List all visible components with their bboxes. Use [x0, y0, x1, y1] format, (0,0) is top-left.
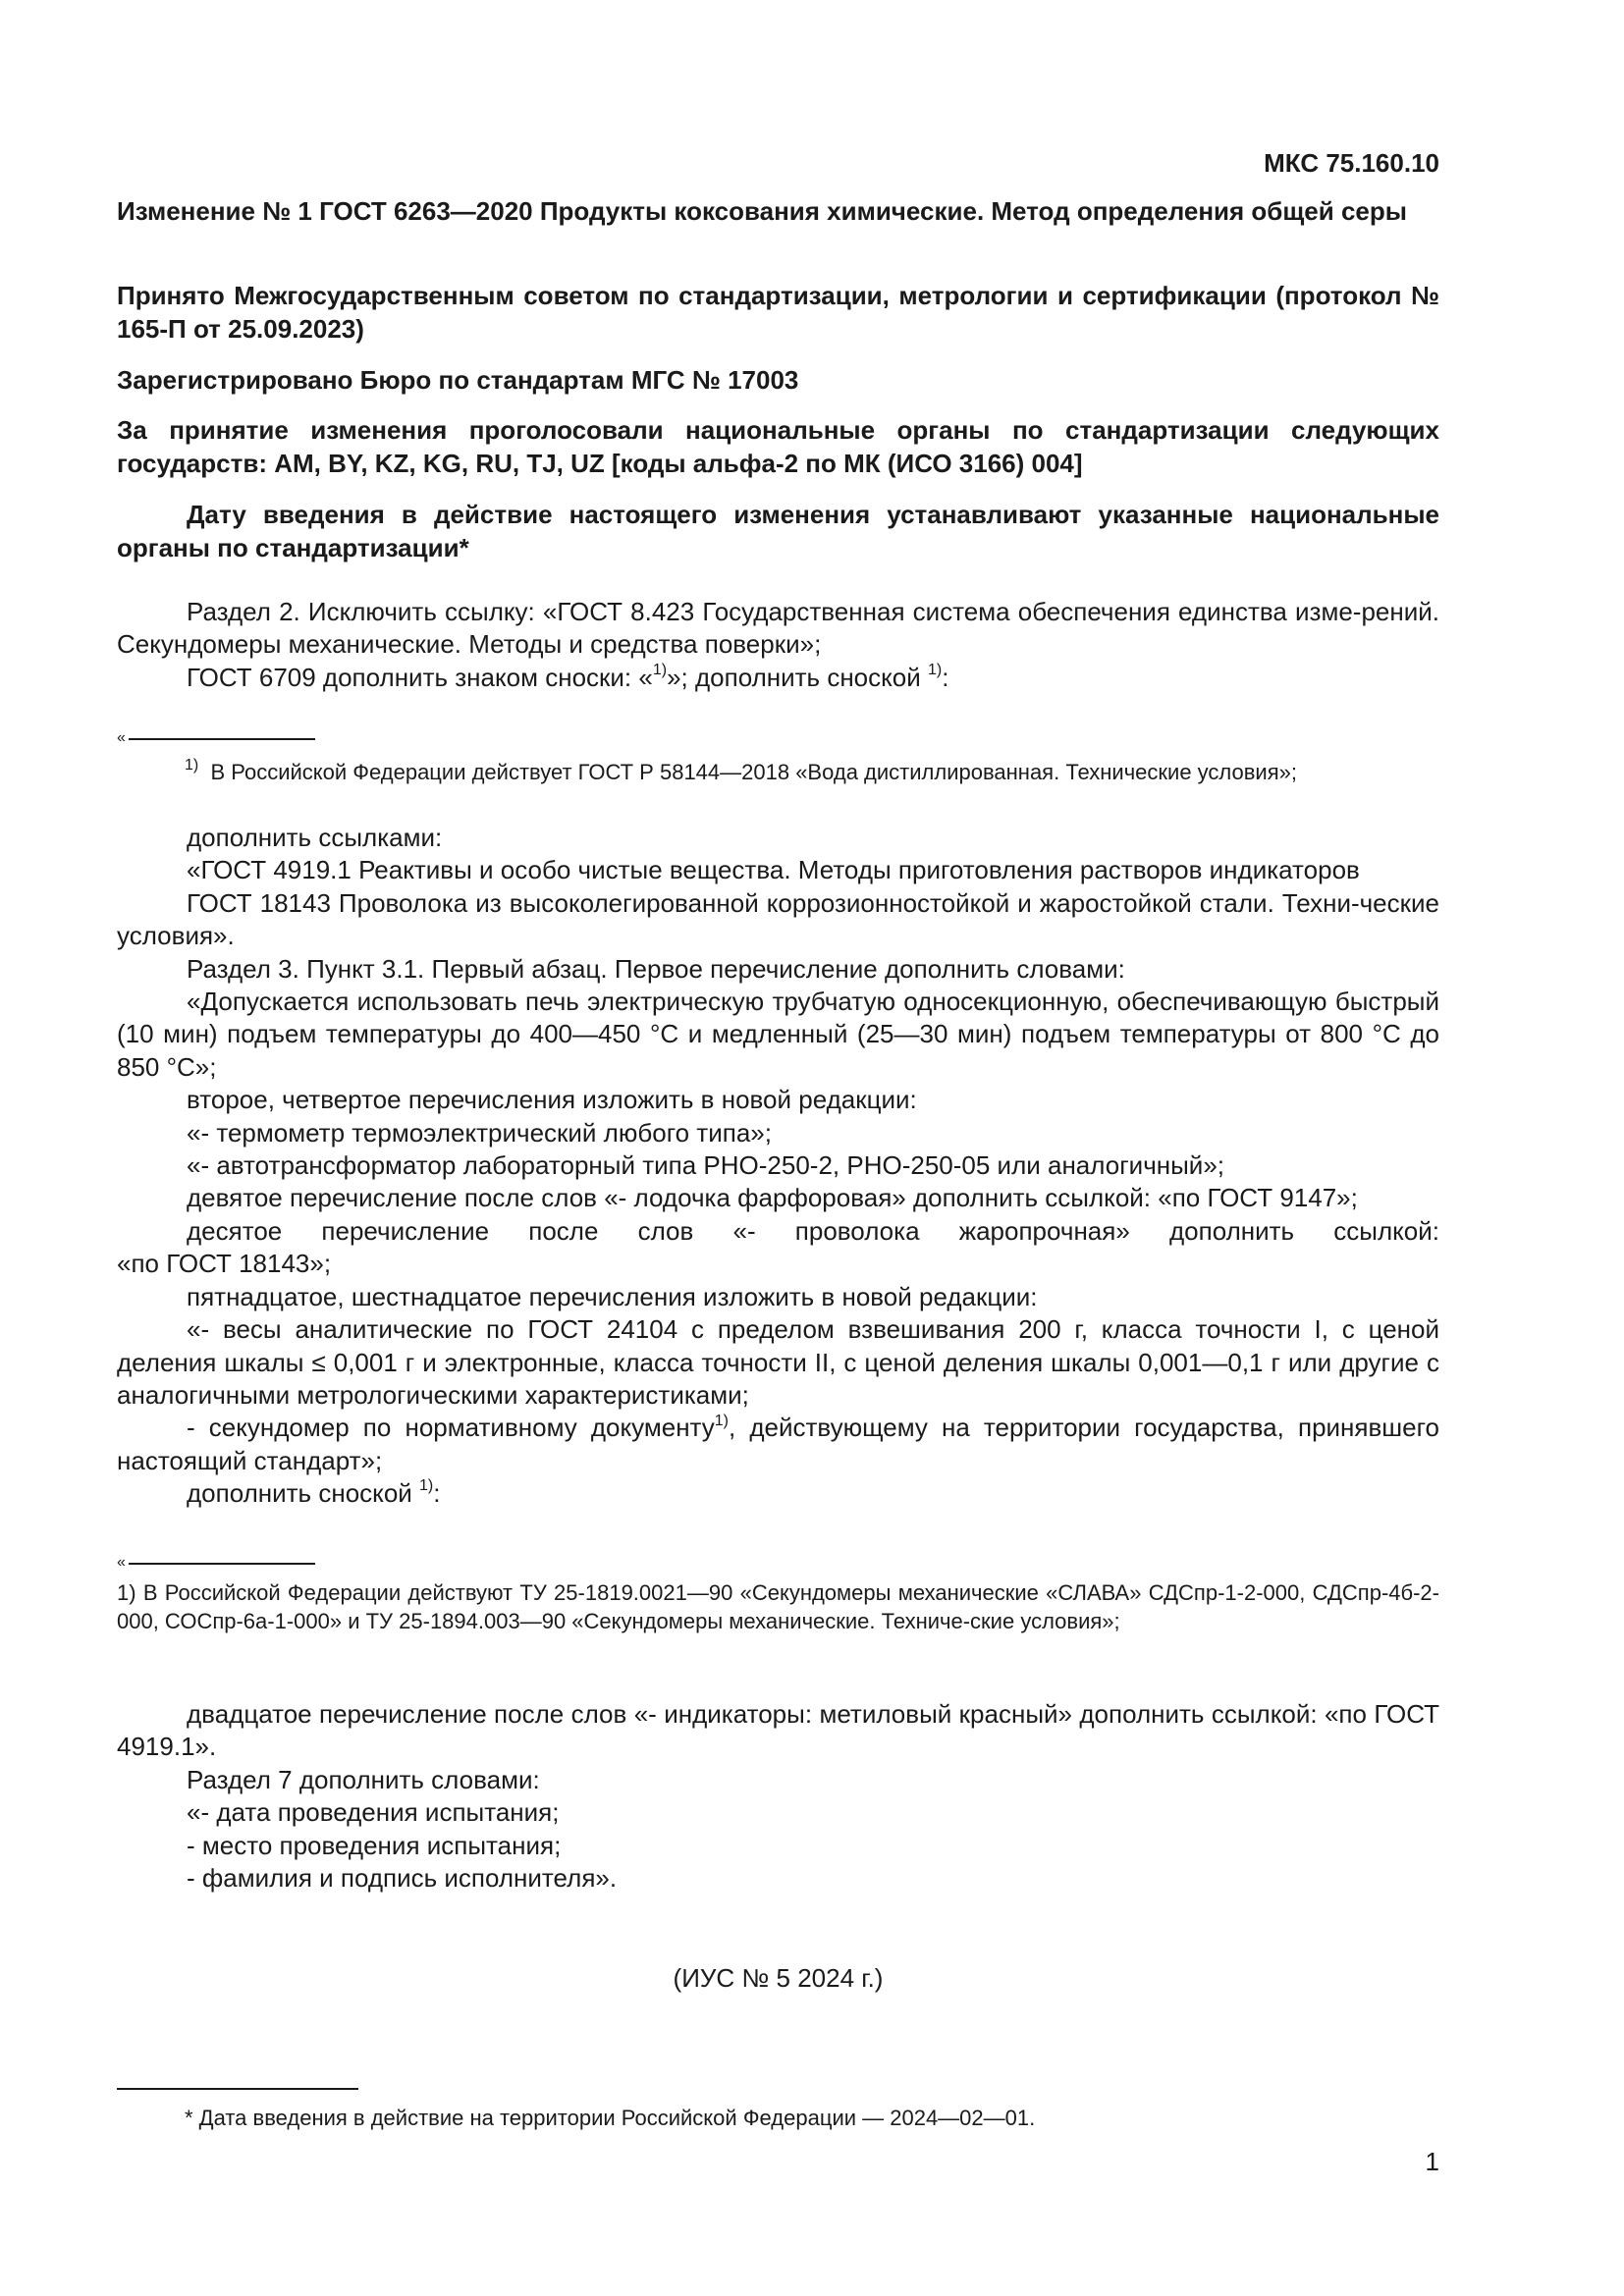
- reference-gost-4919-1: «ГОСТ 4919.1 Реактивы и особо чистые вещества. Методы приготовления растворов индикаторов: [187, 855, 1360, 885]
- add-footnote-line: дополнить сноской $^{1)}$:: [187, 1477, 441, 1509]
- bottom-footnote: * Дата введения в действие на территории Российской Федерации — 2024—02—01.: [185, 2106, 1036, 2130]
- add-references-line: дополнить ссылками:: [187, 823, 443, 852]
- section-7-instruction: Раздел 7 дополнить словами:: [187, 1764, 540, 1794]
- stopwatch-item: - секундомер по нормативному документу$^{1)}$, действующему на территории государства, принявшего настоящий стандарт»;: [117, 1412, 1439, 1475]
- autotransformer-item: «- автотрансформатор лабораторный типа РНО-250-2, РНО-250-05 или аналогичный»;: [187, 1150, 1224, 1181]
- reference-gost-18143: ГОСТ 18143 Проволока из высоколегированной коррозионностойкой и жаростойкой стали. Техни-ческие условия».: [117, 887, 1439, 951]
- test-date-item: «- дата проведения испытания;: [187, 1797, 560, 1828]
- gost-6709-footnote-instruction: ГОСТ 6709 дополнить знаком сноски: «$^{1)}$»; дополнить сноской $^{1)}$:: [187, 662, 949, 692]
- amendment-title: Изменение № 1 ГОСТ 6263—2020 Продукты коксования химические. Метод определения общей серы: [117, 196, 1407, 226]
- section-2-exclude-reference: Раздел 2. Исключить ссылку: «ГОСТ 8.423 Государственная система обеспечения единства изме-рений. Секундомеры механические. Методы и средства поверки»;: [117, 597, 1439, 660]
- section-7-block: [117, 1698, 1439, 1895]
- footnote-marker: 1): [185, 756, 199, 774]
- ius-reference: (ИУС № 5 2024 г.): [673, 1963, 884, 1993]
- footnote-divider: [129, 1563, 315, 1565]
- registration-statement: Зарегистрировано Бюро по стандартам МГС № 17003: [117, 365, 799, 395]
- bottom-footnote-divider: [117, 2088, 358, 2090]
- footnote-marker: 1): [419, 1477, 434, 1495]
- footnote-1-text: В Российской Федерации действует ГОСТ Р 58144—2018 «Вода дистиллированная. Технические условия»;: [210, 760, 1297, 784]
- page-number: 1: [1425, 2147, 1439, 2176]
- footnote-2-text: 1) В Российской Федерации действуют ТУ 25-1819.0021—90 «Секундомеры механические «СЛАВА» СДСпр-1-2-000, СДСпр-4б-2-000, СОСпр-6а-1-000» и ТУ 25-1894.003—90 «Секундомеры механические. Техниче-ские условия»;: [117, 1580, 1439, 1633]
- scales-item: «- весы аналитические по ГОСТ 24104 с пределом взвешивания 200 г, класса точности I, с ценой деления шкалы ≤ 0,001 г и электронные, класса точности II, с ценой деления шкалы 0,001—0,1 г или другие с аналогичными метрологическими характеристиками;: [117, 1314, 1439, 1410]
- furnace-text: «Допускается использовать печь электрическую трубчатую односекционную, обеспечивающую быстрый (10 мин) подъем температуры до 400—450 °С и медленный (25—30 мин) подъем температуры от 800 °С до 850 °С»;: [117, 987, 1439, 1082]
- tenth-item-reference: «по ГОСТ 18143»;: [117, 1249, 332, 1279]
- executor-item: - фамилия и подпись исполнителя».: [187, 1863, 618, 1894]
- footnote-marker: 1): [652, 662, 668, 679]
- twentieth-item-line: двадцатое перечисление после слов «- индикаторы: метиловый красный» дополнить ссылкой: «по ГОСТ 4919.1».: [117, 1699, 1439, 1762]
- fifteenth-sixteenth-items-line: пятнадцатое, шестнадцатое перечисления изложить в новой редакции:: [187, 1281, 1038, 1311]
- footnote-marker: 1): [714, 1412, 729, 1429]
- footnote-1: [185, 758, 1451, 786]
- footnote-divider: [129, 738, 315, 740]
- section-3-instruction: Раздел 3. Пункт 3.1. Первый абзац. Первое перечисление дополнить словами:: [187, 953, 1125, 984]
- references-and-section-3-block: [117, 822, 1439, 1511]
- footnote-marker: 1): [928, 662, 943, 679]
- section-2-block: [117, 596, 1439, 694]
- mks-code: МКС 75.160.10: [1264, 148, 1439, 178]
- voting-statement: За принятие изменения проголосовали национальные органы по стандартизации следующих государств: AM, BY, KZ, KG, RU, TJ, UZ [коды альфа-2 по МК (ИСО 3166) 004]: [117, 415, 1439, 478]
- second-fourth-items-line: второе, четвертое перечисления изложить в новой редакции:: [187, 1085, 917, 1115]
- ninth-item-line: девятое перечисление после слов «- лодочка фарфоровая» дополнить ссылкой: «по ГОСТ 9147»;: [187, 1183, 1358, 1213]
- effective-date-statement: Дату введения в действие настоящего изменения устанавливают указанные национальные органы по стандартизации*: [117, 500, 1439, 562]
- thermometer-item: «- термометр термоэлектрический любого типа»;: [187, 1117, 772, 1148]
- footnote-quote-mark: «: [117, 729, 126, 746]
- footnote-quote-mark: «: [117, 1554, 126, 1571]
- tenth-item-line: десятое перечисление после слов «- проволока жаропрочная» дополнить ссылкой:: [187, 1215, 1439, 1246]
- adopted-statement: Принято Межгосударственным советом по стандартизации, метрологии и сертификации (протокол № 165-П от 25.09.2023): [117, 281, 1439, 344]
- test-place-item: - место проведения испытания;: [187, 1830, 562, 1860]
